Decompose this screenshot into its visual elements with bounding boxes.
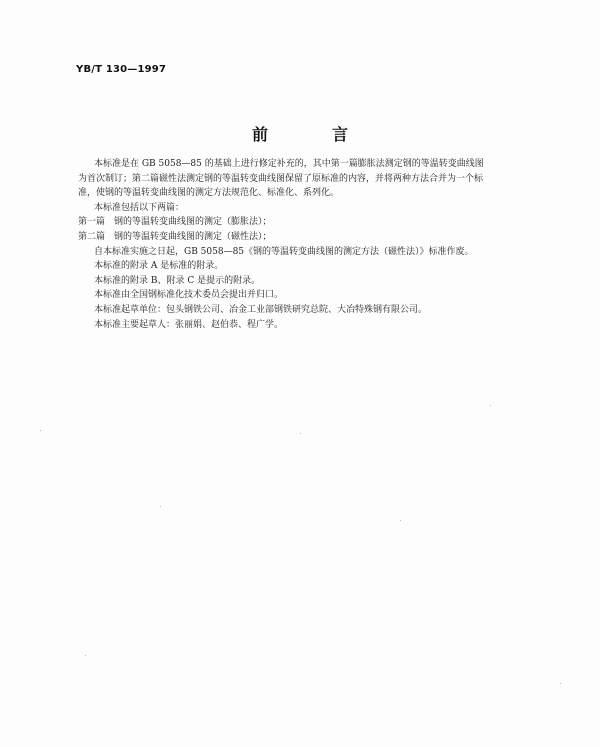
part-1-item: 第一篇 钢的等温转变曲线图的测定（膨胀法）； [78, 217, 272, 228]
page-title: 前 言 [251, 125, 372, 144]
scan-speck [560, 683, 561, 684]
scan-speck [85, 655, 86, 656]
scan-speck [300, 433, 301, 434]
paragraph-2: 本标准包括以下两篇： [94, 202, 185, 213]
paragraph-3: 自本标准实施之日起，GB 5058—85《钢的等温转变曲线图的测定方法（磁性法）》标准作废。 [94, 246, 474, 257]
paragraph-5: 本标准的附录 B、附录 C 是提示的附录。 [94, 275, 261, 286]
paragraph-1-line-1: 本标准是在 GB 5058—85 的基础上进行修定补充的，其中第一篇膨胀法测定钢的等温转变曲线图 [94, 159, 484, 169]
standard-code: YB/T 130—1997 [76, 64, 167, 75]
paragraph-7: 本标准起草单位：包头钢铁公司、冶金工业部钢铁研究总院、大冶特殊钢有限公司。 [94, 304, 428, 315]
paragraph-1-line-2: 为首次制订；第二篇磁性法测定钢的等温转变曲线图保留了原标准的内容，并将两种方法合并为一个标 [78, 173, 484, 184]
scan-speck [160, 506, 161, 507]
scan-speck [40, 430, 41, 431]
part-2-item: 第二篇 钢的等温转变曲线图的测定（磁性法）； [78, 231, 272, 242]
paragraph-8: 本标准主要起草人：张丽娟、赵伯恭、程广学。 [94, 319, 284, 330]
scan-speck [400, 520, 401, 521]
paragraph-4: 本标准的附录 A 是标准的附录。 [94, 261, 224, 272]
paragraph-1-line-3: 准，使钢的等温转变曲线图的测定方法规范化、标准化、系列化。 [78, 188, 340, 199]
foreword-body [78, 157, 524, 332]
scan-speck [490, 405, 491, 406]
paragraph-6: 本标准由全国钢标准化技术委员会提出并归口。 [94, 290, 284, 301]
